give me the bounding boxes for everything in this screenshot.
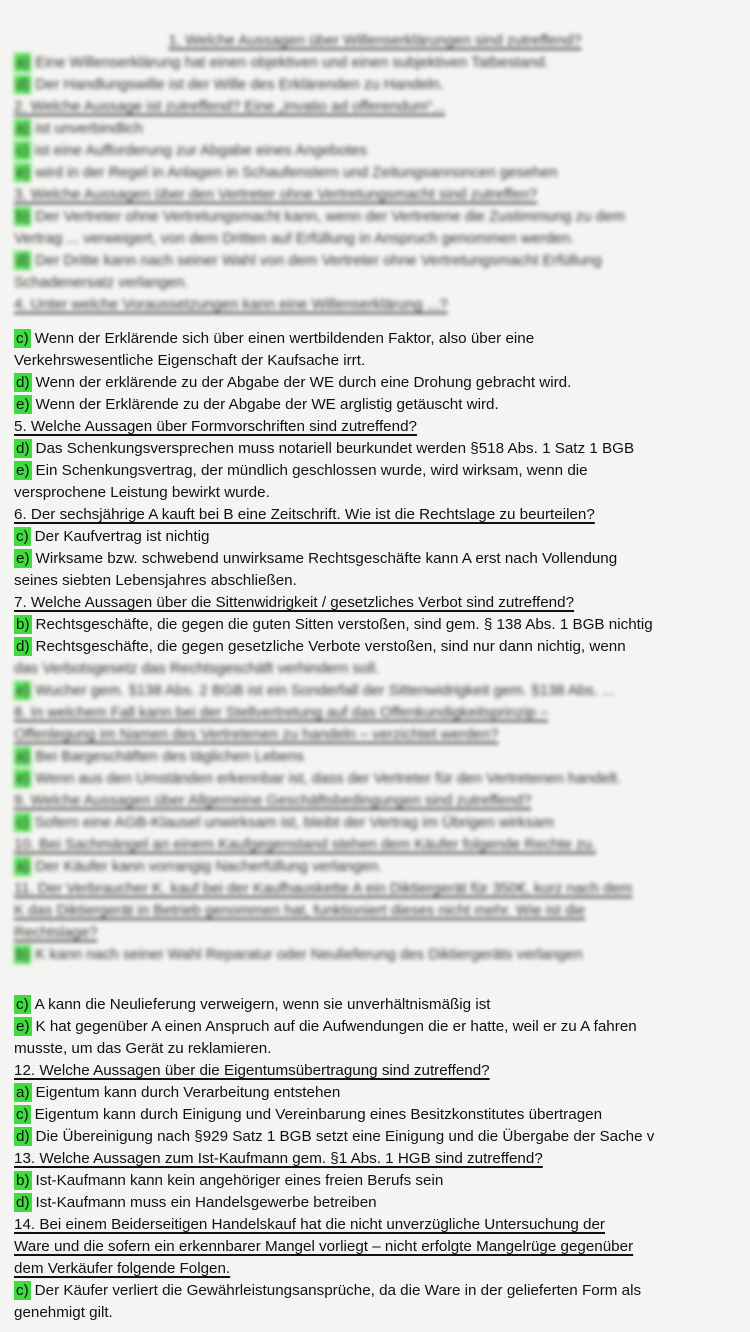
line-text: 13. Welche Aussagen zum Ist-Kaufmann gem. §1 Abs. 1 HGB sind zutreffend? (14, 1150, 543, 1167)
line-text: Eigentum kann durch Verarbeitung entstehen (35, 1084, 341, 1101)
answer-letter-highlight: c) (16, 528, 29, 545)
answer-letter-highlight: b) (16, 616, 30, 633)
answer-letter-highlight: a) (16, 1084, 30, 1101)
visible-section-bottom (0, 994, 750, 1324)
line-text: Wenn der erklärende zu der Abgabe der WE durch eine Drohung gebracht wird. (35, 374, 572, 391)
line-text: K hat gegenüber A einen Anspruch auf die Aufwendungen die er hatte, weil er zu A fahren (35, 1018, 637, 1035)
answer-line (0, 118, 750, 140)
answer-line (0, 994, 750, 1016)
line-text: seines siebten Lebensjahres abschließen. (14, 572, 297, 589)
question-heading (0, 416, 750, 438)
line-text: Ist-Kaufmann muss ein Handelsgewerbe betreiben (35, 1194, 377, 1211)
answer-letter-highlight: d) (16, 252, 30, 269)
line-text: ist unverbindlich (35, 120, 143, 137)
answer-line (0, 206, 750, 228)
answer-letter-highlight: e) (16, 682, 30, 699)
line-text: 3. Welche Aussagen über den Vertreter ohne Vertretungsmacht sind zutreffen? (14, 186, 538, 203)
line-text: Rechtsgeschäfte, die gegen gesetzliche Verbote verstoßen, sind nur dann nichtig, wenn (35, 638, 626, 655)
answer-line (0, 768, 750, 790)
answer-line (0, 162, 750, 184)
question-heading (0, 790, 750, 812)
answer-letter-highlight: c) (16, 142, 29, 159)
answer-line (0, 636, 750, 658)
line-text: Eine Willenserklärung hat einen objektiven und einen subjektiven Tatbestand. (35, 54, 549, 71)
answer-continuation (0, 570, 750, 592)
answer-continuation (0, 482, 750, 504)
answer-continuation (0, 272, 750, 294)
answer-continuation (0, 1038, 750, 1060)
question-heading (0, 1236, 750, 1258)
line-text: Wucher gem. §138 Abs. 2 BGB ist ein Sonderfall der Sittenwidrigkeit gem. §138 Abs. ... (35, 682, 615, 699)
line-text: 11. Der Verbraucher K. kauf bei der Kaufhauskette A ein Diktiergerät für 350€, kurz nach dem (14, 880, 633, 897)
answer-letter-highlight: a) (16, 54, 30, 71)
answer-line (0, 1016, 750, 1038)
answer-letter-highlight: e) (16, 462, 30, 479)
answer-letter-highlight: c) (16, 814, 29, 831)
question-heading (0, 702, 750, 724)
answer-letter-highlight: d) (16, 76, 30, 93)
question-heading (0, 294, 750, 316)
answer-line (0, 394, 750, 416)
question-heading (0, 1148, 750, 1170)
line-text: dem Verkäufer folgende Folgen. (14, 1260, 231, 1277)
answer-line (0, 746, 750, 768)
line-text: 6. Der sechsjährige A kauft bei B eine Zeitschrift. Wie ist die Rechtslage zu beurteilen? (14, 506, 595, 523)
answer-letter-highlight: b) (16, 1172, 30, 1189)
line-text: Rechtslage? (14, 924, 98, 941)
question-heading (0, 900, 750, 922)
line-text: Das Schenkungsversprechen muss notariell beurkundet werden §518 Abs. 1 Satz 1 BGB (35, 440, 635, 457)
answer-letter-highlight: e) (16, 770, 30, 787)
answer-letter-highlight: e) (16, 1018, 30, 1035)
question-heading (0, 592, 750, 614)
answer-letter-highlight: d) (16, 440, 30, 457)
answer-line (0, 856, 750, 878)
question-heading (0, 30, 750, 52)
question-heading (0, 1258, 750, 1280)
answer-letter-highlight: c) (16, 1282, 29, 1299)
blurred-section-top (0, 30, 750, 316)
line-text: 14. Bei einem Beiderseitigen Handelskauf hat die nicht unverzügliche Untersuchung der (14, 1216, 605, 1233)
answer-line (0, 438, 750, 460)
line-text: Der Käufer kann vorrangig Nacherfüllung verlangen. (35, 858, 383, 875)
line-text: Der Dritte kann nach seiner Wahl von dem Vertreter ohne Vertretungsmacht Erfüllung (35, 252, 602, 269)
question-heading (0, 724, 750, 746)
line-text: Wenn der Erklärende sich über einen wertbildenden Faktor, also über eine (34, 330, 535, 347)
question-heading (0, 184, 750, 206)
line-text: wird in der Regel in Anlagen in Schaufenstern und Zeitungsannoncen gesehen (35, 164, 558, 181)
line-text: das Verbotsgesetz das Rechtsgeschäft verhindern soll. (14, 660, 380, 677)
answer-letter-highlight: c) (16, 330, 29, 347)
line-text: Wirksame bzw. schwebend unwirksame Rechtsgeschäfte kann A erst nach Vollendung (35, 550, 618, 567)
answer-line (0, 460, 750, 482)
line-text: Schadenersatz verlangen. (14, 274, 189, 291)
answer-line (0, 944, 750, 966)
line-text: ist eine Aufforderung zur Abgabe eines Angebotes (34, 142, 367, 159)
question-heading (0, 1060, 750, 1082)
answer-letter-highlight: e) (16, 396, 30, 413)
answer-line (0, 1280, 750, 1302)
visible-section-middle (0, 328, 750, 658)
line-text: Sofern eine AGB-Klausel unwirksam ist, bleibt der Vertrag im Übrigen wirksam (34, 814, 554, 831)
answer-continuation (0, 1302, 750, 1324)
line-text: Bei Bargeschäften des täglichen Lebens (35, 748, 304, 765)
line-text: musste, um das Gerät zu reklamieren. (14, 1040, 272, 1057)
answer-line (0, 526, 750, 548)
line-text: Vertrag ... verweigert, von dem Dritten auf Erfüllung in Anspruch genommen werden. (14, 230, 575, 247)
question-heading (0, 922, 750, 944)
line-text: Ware und die sofern ein erkennbarer Mangel vorliegt – nicht erfolgte Mangelrüge gegenüber (14, 1238, 634, 1255)
line-text: 9. Welche Aussagen über Allgemeine Geschäftsbedingungen sind zutreffend? (14, 792, 532, 809)
question-heading (0, 834, 750, 856)
line-text: genehmigt gilt. (14, 1304, 113, 1321)
line-text: versprochene Leistung bewirkt wurde. (14, 484, 270, 501)
line-text: Ein Schenkungsvertrag, der mündlich geschlossen wurde, wird wirksam, wenn die (35, 462, 588, 479)
question-heading (0, 1214, 750, 1236)
line-text: 4. Unter welche Voraussetzungen kann eine Willenserklärung ...? (14, 296, 448, 313)
line-text: 10. Bei Sachmängel an einem Kaufgegenstand stehen dem Käufer folgende Rechte zu. (14, 836, 597, 853)
answer-letter-highlight: e) (16, 550, 30, 567)
line-text: Offenlegung im Namen des Vertretenen zu handeln – verzichtet werden? (14, 726, 499, 743)
line-text: 1. Welche Aussagen über Willenserklärungen sind zutreffend? (168, 32, 582, 49)
answer-line (0, 74, 750, 96)
answer-letter-highlight: b) (16, 208, 30, 225)
answer-letter-highlight: a) (16, 120, 30, 137)
answer-line (0, 250, 750, 272)
line-text: K kann nach seiner Wahl Reparatur oder Neulieferung des Diktiergeräts verlangen (35, 946, 583, 963)
answer-line (0, 140, 750, 162)
question-heading (0, 96, 750, 118)
line-text: 7. Welche Aussagen über die Sittenwidrigkeit / gesetzliches Verbot sind zutreffend? (14, 594, 575, 611)
answer-continuation (0, 350, 750, 372)
line-text: 12. Welche Aussagen über die Eigentumsübertragung sind zutreffend? (14, 1062, 490, 1079)
line-text: 2. Welche Aussage ist zutreffend? Eine „invatio ad offerendum“... (14, 98, 446, 115)
answer-letter-highlight: d) (16, 1128, 30, 1145)
answer-line (0, 1082, 750, 1104)
question-heading (0, 878, 750, 900)
answer-letter-highlight: a) (16, 858, 30, 875)
answer-letter-highlight: c) (16, 1106, 29, 1123)
answer-line (0, 1192, 750, 1214)
line-text: Der Kaufvertrag ist nichtig (34, 528, 210, 545)
line-text: Der Vertreter ohne Vertretungsmacht kann, wenn der Vertretene die Zustimmung zu dem (35, 208, 625, 225)
line-text: Wenn aus den Umständen erkennbar ist, dass der Vertreter für den Vertretenen handelt. (35, 770, 622, 787)
answer-line (0, 812, 750, 834)
line-text: Rechtsgeschäfte, die gegen die guten Sitten verstoßen, sind gem. § 138 Abs. 1 BGB nichtig (35, 616, 653, 633)
answer-letter-highlight: b) (16, 946, 30, 963)
answer-continuation (0, 658, 750, 680)
line-text: Verkehrswesentliche Eigenschaft der Kaufsache irrt. (14, 352, 366, 369)
line-text: Wenn der Erklärende zu der Abgabe der WE arglistig getäuscht wird. (35, 396, 499, 413)
answer-letter-highlight: d) (16, 374, 30, 391)
answer-line (0, 52, 750, 74)
answer-letter-highlight: a) (16, 748, 30, 765)
line-text: 8. In welchem Fall kann bei der Stellvertretung auf das Offenkundigkeitsprinzip – (14, 704, 549, 721)
blurred-section-middle (0, 658, 750, 966)
answer-line (0, 1126, 750, 1148)
answer-letter-highlight: d) (16, 638, 30, 655)
answer-line (0, 680, 750, 702)
line-text: Der Handlungswille ist der Wille des Erklärenden zu Handeln. (35, 76, 444, 93)
answer-letter-highlight: e) (16, 164, 30, 181)
line-text: 5. Welche Aussagen über Formvorschriften sind zutreffend? (14, 418, 417, 435)
answer-line (0, 1104, 750, 1126)
line-text: K das Diktiergerät in Betrieb genommen hat, funktioniert dieses nicht mehr. Wie ist die (14, 902, 586, 919)
answer-line (0, 1170, 750, 1192)
question-heading (0, 504, 750, 526)
answer-line (0, 548, 750, 570)
answer-letter-highlight: d) (16, 1194, 30, 1211)
answer-line (0, 372, 750, 394)
line-text: Eigentum kann durch Einigung und Vereinbarung eines Besitzkonstitutes übertragen (34, 1106, 603, 1123)
answer-line (0, 328, 750, 350)
answer-continuation (0, 228, 750, 250)
line-text: Ist-Kaufmann kann kein angehöriger eines freien Berufs sein (35, 1172, 444, 1189)
answer-line (0, 614, 750, 636)
line-text: Die Übereinigung nach §929 Satz 1 BGB setzt eine Einigung und die Übergabe der Sache v (35, 1128, 655, 1145)
line-text: A kann die Neulieferung verweigern, wenn sie unverhältnismäßig ist (34, 996, 491, 1013)
answer-letter-highlight: c) (16, 996, 29, 1013)
line-text: Der Käufer verliert die Gewährleistungsansprüche, da die Ware in der gelieferten Form als (34, 1282, 642, 1299)
